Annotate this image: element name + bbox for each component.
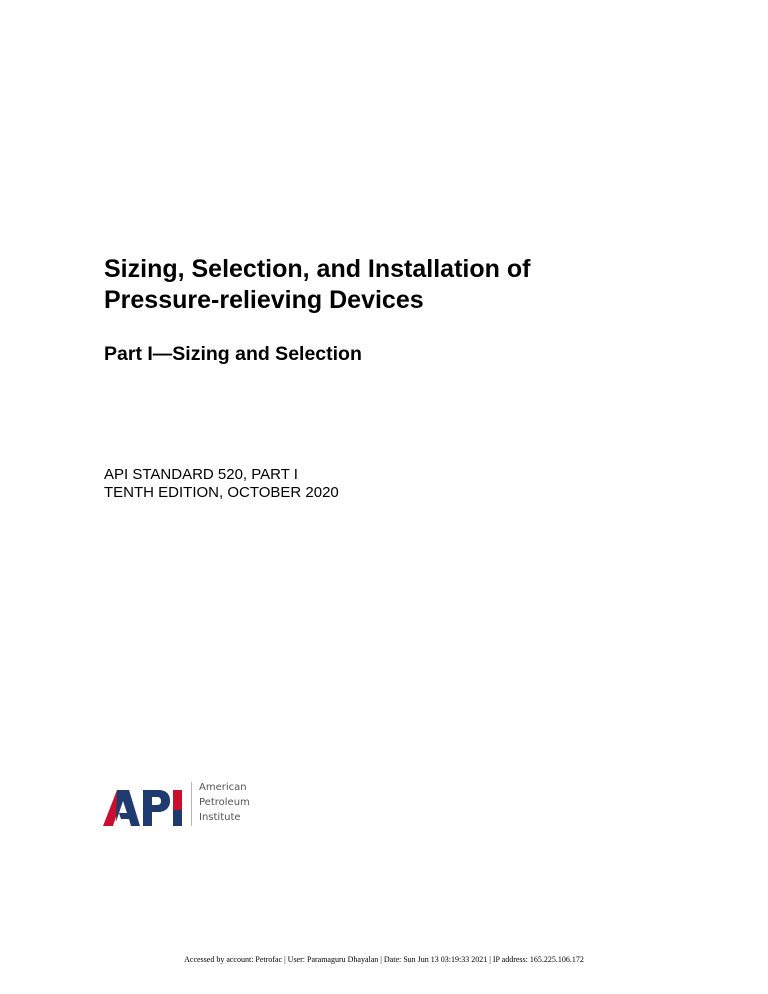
api-logo-i-navy	[173, 810, 182, 826]
logo-word-petroleum: Petroleum	[199, 797, 250, 808]
edition-date: TENTH EDITION, OCTOBER 2020	[104, 484, 339, 501]
api-logo-p	[143, 790, 170, 826]
logo-word-american: American	[199, 782, 247, 793]
document-title-line-2: Pressure-relieving Devices	[104, 286, 424, 314]
access-watermark-line: Accessed by account: Petrofac | User: Paramaguru Dhayalan | Date: Sun Jun 13 03:19:33 2021 | IP address: 165.225.106.172	[184, 955, 584, 964]
logo-word-institute: Institute	[199, 812, 241, 823]
api-logo-i-red	[173, 790, 182, 810]
standard-designation	[104, 466, 339, 502]
standard-number: API STANDARD 520, PART I	[104, 466, 298, 483]
logo-org-name	[199, 780, 250, 825]
api-logo-a-navy	[116, 790, 140, 826]
api-logo	[103, 780, 263, 828]
logo-divider	[191, 782, 192, 826]
document-title-line-1: Sizing, Selection, and Installation of	[104, 255, 531, 283]
api-logo-mark	[103, 784, 187, 826]
document-title	[104, 254, 664, 316]
document-subtitle: Part I—Sizing and Selection	[104, 343, 362, 365]
